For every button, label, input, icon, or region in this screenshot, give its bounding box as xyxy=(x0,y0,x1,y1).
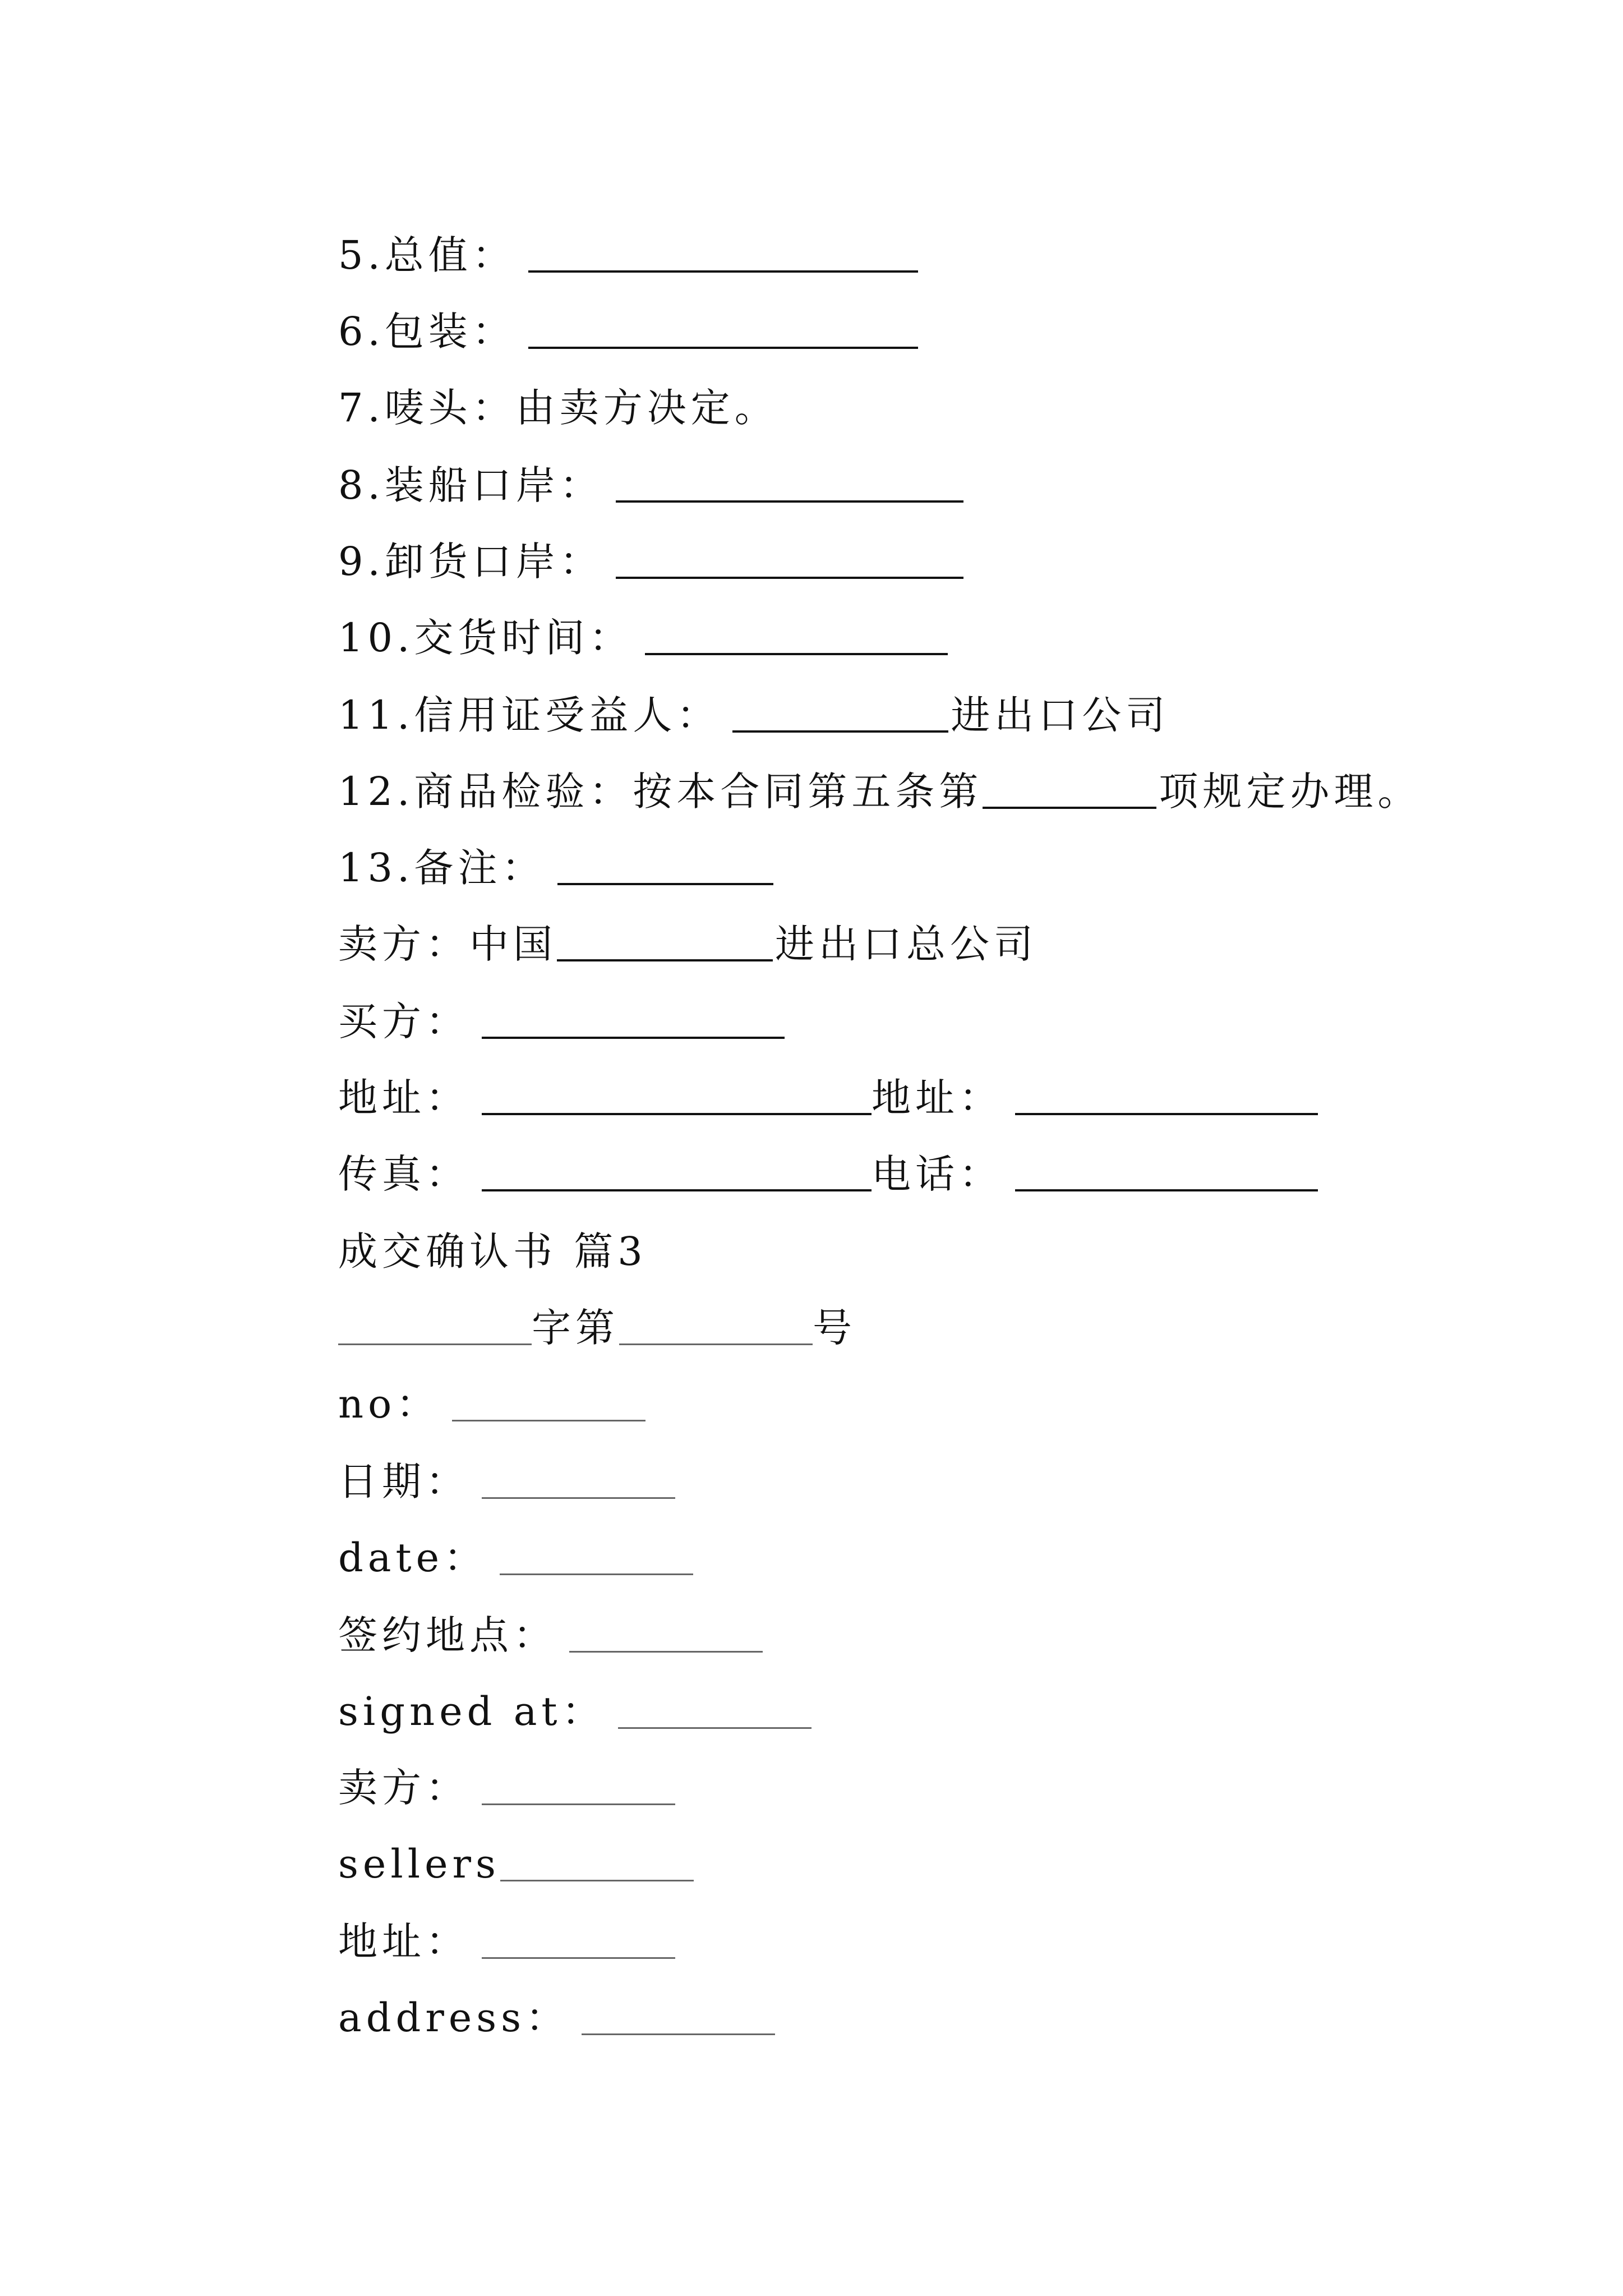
date-en-line xyxy=(338,1510,693,1581)
remarks-label: 13.备注： xyxy=(338,845,546,891)
total-value-label: 5.总值： xyxy=(338,232,516,278)
beneficiary-blank xyxy=(732,730,948,733)
fax-line xyxy=(338,1126,1318,1197)
address-line xyxy=(338,1050,1318,1121)
date-en-label: date： xyxy=(338,1535,488,1581)
place-cn-blank xyxy=(569,1651,763,1653)
inspection-line xyxy=(338,744,1422,815)
packing-line xyxy=(338,284,918,355)
beneficiary-label: 11.信用证受益人： xyxy=(338,692,721,738)
discharge-port-blank xyxy=(616,577,963,579)
no-line xyxy=(338,1356,645,1427)
phone-blank xyxy=(1015,1189,1318,1191)
fax-label: 传真： xyxy=(338,1151,469,1197)
discharge-port-label: 9.卸货口岸： xyxy=(338,539,603,585)
address-label: 地址： xyxy=(338,1075,469,1121)
total-value-blank xyxy=(528,270,918,273)
sellers-en-label: sellers xyxy=(338,1841,500,1887)
seller-blank xyxy=(557,959,773,961)
sellers-en-line xyxy=(338,1816,694,1887)
addr-en-label: address： xyxy=(338,1995,570,2041)
address-blank-2 xyxy=(1015,1113,1318,1115)
section-heading-line xyxy=(338,1204,647,1274)
remarks-line xyxy=(338,820,773,891)
address-label-2: 地址： xyxy=(872,1075,1003,1121)
buyer-line xyxy=(338,974,785,1045)
no-blank xyxy=(452,1420,645,1421)
delivery-time-blank xyxy=(645,653,948,655)
phone-label: 电话： xyxy=(872,1151,1003,1197)
sellers-cn-line xyxy=(338,1740,675,1811)
number-blank-2 xyxy=(619,1343,813,1345)
place-cn-line xyxy=(338,1588,763,1658)
loading-port-label: 8.装船口岸： xyxy=(338,462,603,508)
seller-line xyxy=(338,896,1038,967)
addr-cn-label: 地址： xyxy=(338,1918,469,1964)
addr-cn-blank xyxy=(482,1957,675,1959)
buyer-blank xyxy=(482,1037,785,1039)
shipping-mark-text: 7.唛头：由卖方决定。 xyxy=(338,385,778,431)
fax-blank xyxy=(482,1189,872,1191)
number-mid: 字第 xyxy=(532,1305,619,1351)
discharge-port-line xyxy=(338,514,963,585)
delivery-time-line xyxy=(338,590,948,661)
seller-suffix: 进出口总公司 xyxy=(775,921,1038,967)
loading-port-line xyxy=(338,438,963,508)
beneficiary-line xyxy=(338,668,1170,738)
packing-blank xyxy=(528,347,918,349)
number-line xyxy=(338,1280,856,1351)
inspection-suffix: 项规定办理。 xyxy=(1159,769,1422,815)
date-cn-label: 日期： xyxy=(338,1458,469,1504)
sellers-cn-label: 卖方： xyxy=(338,1765,469,1811)
no-label: no： xyxy=(338,1381,440,1427)
place-cn-label: 签约地点： xyxy=(338,1612,557,1658)
date-en-blank xyxy=(500,1573,693,1575)
addr-cn-line xyxy=(338,1894,675,1964)
buyer-label: 买方： xyxy=(338,999,469,1045)
addr-en-line xyxy=(338,1970,775,2041)
number-blank-1 xyxy=(338,1343,532,1345)
place-en-line xyxy=(338,1664,811,1734)
beneficiary-suffix: 进出口公司 xyxy=(951,692,1170,738)
place-en-blank xyxy=(618,1727,811,1729)
packing-label: 6.包装： xyxy=(338,309,516,355)
date-cn-line xyxy=(338,1434,675,1504)
remarks-blank xyxy=(557,883,773,885)
total-value-line xyxy=(338,208,918,278)
address-blank xyxy=(482,1113,872,1115)
place-en-label: signed at： xyxy=(338,1688,606,1734)
section-heading: 成交确认书 篇3 xyxy=(338,1228,647,1274)
date-cn-blank xyxy=(482,1497,675,1499)
sellers-cn-blank xyxy=(482,1803,675,1805)
addr-en-blank xyxy=(582,2033,775,2035)
inspection-blank xyxy=(983,807,1156,809)
sellers-en-blank xyxy=(500,1880,694,1881)
shipping-mark-line xyxy=(338,360,778,431)
number-suffix: 号 xyxy=(813,1305,856,1351)
delivery-time-label: 10.交货时间： xyxy=(338,615,633,661)
seller-label: 卖方：中国 xyxy=(338,921,557,967)
inspection-label: 12.商品检验：按本合同第五条第 xyxy=(338,769,983,815)
loading-port-blank xyxy=(616,500,963,503)
